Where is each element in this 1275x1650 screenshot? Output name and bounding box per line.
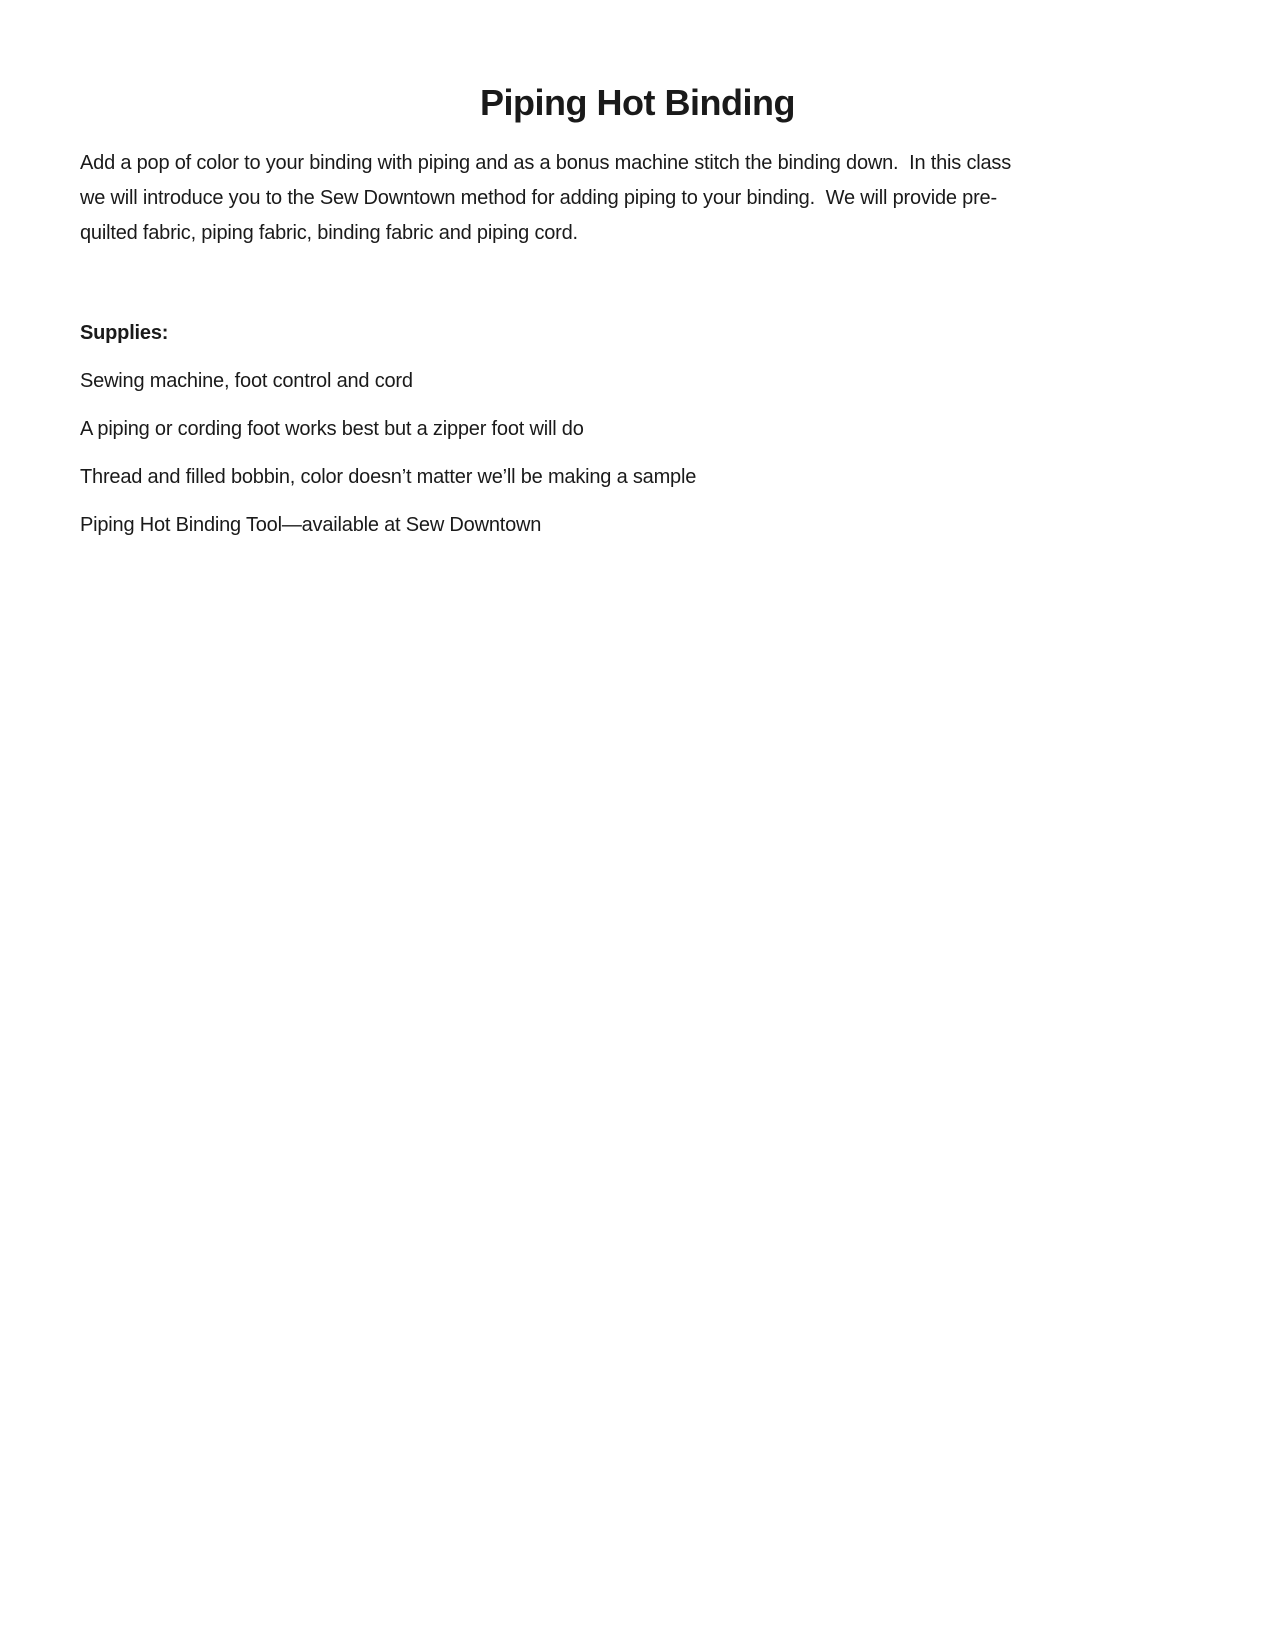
supply-item-sewing-machine: Sewing machine, foot control and cord: [80, 370, 413, 392]
document-title: Piping Hot Binding: [480, 82, 795, 123]
intro-line-3: quilted fabric, piping fabric, binding fabric and piping cord.: [80, 222, 578, 244]
supplies-section: [80, 316, 1195, 543]
supplies-heading: Supplies:: [80, 322, 169, 344]
intro-line-1: Add a pop of color to your binding with piping and as a bonus machine stitch the binding down. In this class: [80, 152, 1012, 174]
intro-paragraph: [80, 146, 1195, 251]
intro-line-2: we will introduce you to the Sew Downtown method for adding piping to your binding. We will provide pre-: [80, 187, 997, 209]
supply-item-thread-bobbin: Thread and filled bobbin, color doesn’t matter we’ll be making a sample: [80, 466, 697, 488]
supply-item-piping-foot: A piping or cording foot works best but a zipper foot will do: [80, 418, 584, 440]
supply-item-binding-tool: Piping Hot Binding Tool—available at Sew Downtown: [80, 514, 542, 536]
